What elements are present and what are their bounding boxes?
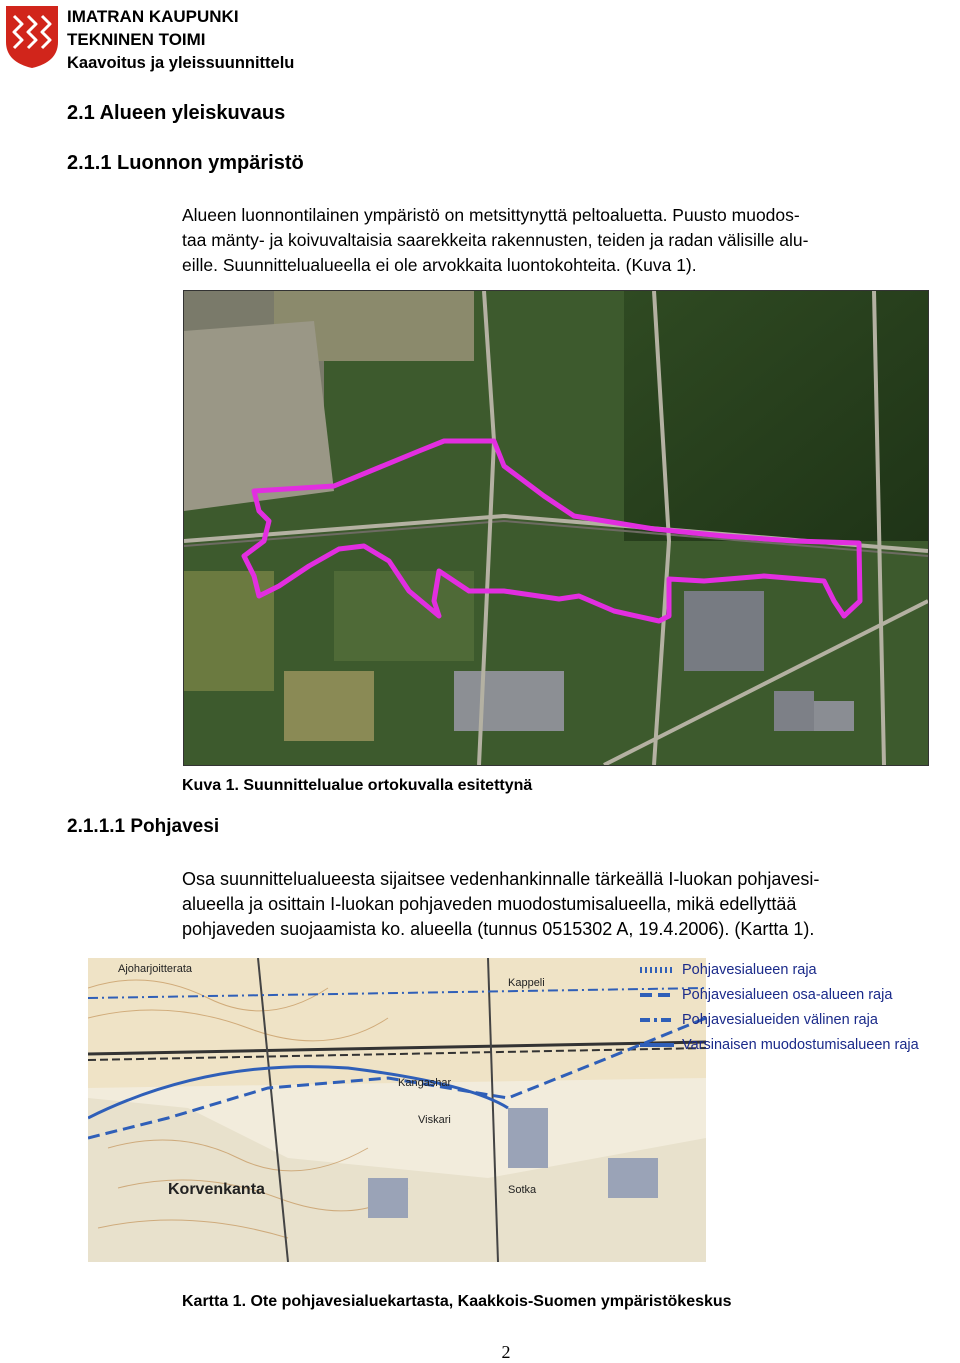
org-name-department: TEKNINEN TOIMI — [67, 30, 206, 49]
nature-paragraph-line: taa mänty- ja koivuvaltaisia saarekkeita rakennusten, teiden ja radan välisille alu- — [182, 230, 809, 250]
dash-dot-line-icon — [640, 1017, 674, 1023]
legend-item — [640, 983, 892, 1007]
groundwater-map-image — [88, 958, 706, 1262]
map-place-label: Kappeli — [508, 977, 545, 989]
legend-label: Pohjavesialueen raja — [682, 962, 817, 978]
map-place-label: Sotka — [508, 1184, 537, 1196]
nature-paragraph-line: Alueen luonnontilainen ympäristö on metsittynyttä peltoaluetta. Puusto muodos- — [182, 205, 800, 225]
section-heading-overview: 2.1 Alueen yleiskuvaus — [67, 102, 286, 124]
legend-label: Varsinaisen muodostumisalueen raja — [682, 1037, 919, 1053]
figure-2-caption: Kartta 1. Ote pohjavesialuekartasta, Kaakkois-Suomen ympäristökeskus — [182, 1293, 732, 1310]
section-heading-nature: 2.1.1 Luonnon ympäristö — [67, 152, 304, 174]
dashed-line-icon — [640, 992, 674, 998]
nature-paragraph — [182, 203, 942, 278]
solid-line-icon — [640, 1042, 674, 1048]
groundwater-paragraph — [182, 867, 942, 942]
page-number: 2 — [501, 1342, 511, 1362]
map-place-label: Kangashar — [398, 1077, 452, 1089]
legend-item — [640, 958, 817, 982]
dotted-line-icon — [640, 967, 674, 973]
map-place-label: Korvenkanta — [168, 1181, 265, 1198]
org-name-city: IMATRAN KAUPUNKI — [67, 7, 239, 26]
map-place-label: Viskari — [418, 1114, 451, 1126]
nature-paragraph-line: eille. Suunnittelualueella ei ole arvokkaita luontokohteita. (Kuva 1). — [182, 255, 697, 275]
orthophoto-image — [183, 290, 929, 766]
org-name-unit: Kaavoitus ja yleissuunnittelu — [67, 54, 295, 72]
map-place-label: Ajoharjoitterata — [118, 963, 192, 975]
section-heading-groundwater: 2.1.1.1 Pohjavesi — [67, 816, 220, 837]
legend-item — [640, 1008, 878, 1032]
imatra-coat-of-arms-logo — [4, 4, 60, 70]
groundwater-paragraph-line: alueella ja osittain I-luokan pohjaveden muodostumisalueella, mikä edellyttää — [182, 894, 797, 914]
groundwater-paragraph-line: pohjaveden suojaamista ko. alueella (tunnus 0515302 A, 19.4.2006). (Kartta 1). — [182, 919, 815, 939]
figure-1-caption: Kuva 1. Suunnittelualue ortokuvalla esitettynä — [182, 777, 533, 794]
groundwater-paragraph-line: Osa suunnittelualueesta sijaitsee vedenhankinnalle tärkeällä I-luokan pohjavesi- — [182, 869, 820, 889]
legend-item — [640, 1033, 919, 1057]
legend-label: Pohjavesialueen osa-alueen raja — [682, 987, 893, 1003]
legend-label: Pohjavesialueiden välinen raja — [682, 1012, 878, 1028]
